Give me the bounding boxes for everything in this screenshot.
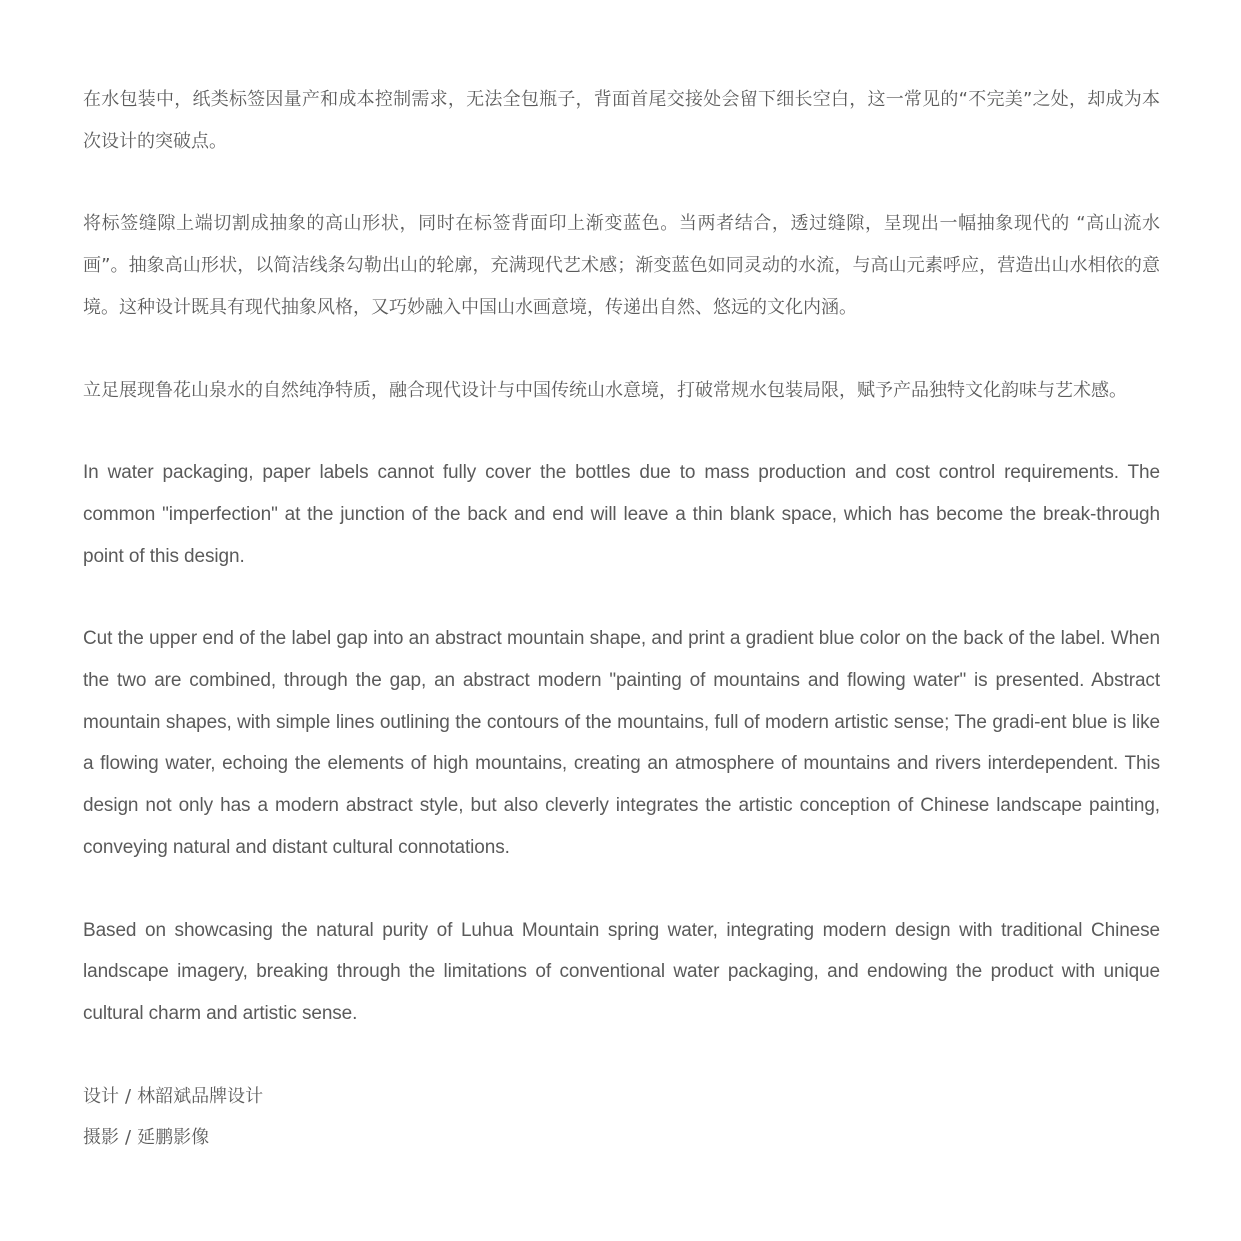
credit-design-value: 林韶斌品牌设计 <box>137 1085 264 1107</box>
credit-design <box>83 1076 1160 1117</box>
credit-photo-value: 延鹏影像 <box>137 1126 210 1148</box>
article-body <box>83 79 1160 1158</box>
paragraph-en-concept: Cut the upper end of the label gap into an abstract mountain shape, and print a gradient blue color on the back of the label. When the two are combined, through the gap, an abstract modern "painting of mountains and flowing water" is presented. Abstract mountain shapes, with simple lines outlining the contours of the mountains, full of modern artistic sense; The gradi-ent blue is like a flowing water, echoing the elements of high mountains, creating an atmosphere of mountains and rivers interdependent. This design not only has a modern abstract style, but also cleverly integrates the artistic conception of Chinese landscape painting, conveying natural and distant cultural connotations. <box>83 628 1160 858</box>
credit-design-separator: / <box>125 1085 132 1107</box>
credits <box>83 1076 1160 1158</box>
paragraph-en-intro: In water packaging, paper labels cannot fully cover the bottles due to mass production and cost control requirements. The common "imperfection" at the junction of the back and end will leave a thin blank space, which has become the break-through point of this design. <box>83 462 1160 567</box>
paragraph-zh-intro: 在水包装中，纸类标签因量产和成本控制需求，无法全包瓶子，背面首尾交接处会留下细长空白，这一常见的“不完美”之处，却成为本次设计的突破点。 <box>83 89 1160 152</box>
paragraph-zh-concept: 将标签缝隙上端切割成抽象的高山形状，同时在标签背面印上渐变蓝色。当两者结合，透过缝隙，呈现出一幅抽象现代的 “高山流水画”。抽象高山形状，以简洁线条勾勒出山的轮廓，充满现代艺术感；渐变蓝色如同灵动的水流，与高山元素呼应，营造出山水相依的意境。这种设计既具有现代抽象风格，又巧妙融入中国山水画意境，传递出自然、悠远的文化内涵。 <box>83 213 1160 318</box>
paragraph-en-summary: Based on showcasing the natural purity of Luhua Mountain spring water, integrating modern design with traditional Chinese landscape imagery, breaking through the limitations of conventional water packaging, and endowing the product with unique cultural charm and artistic sense. <box>83 919 1160 1024</box>
credit-photo-separator: / <box>125 1126 132 1148</box>
paragraph-zh-summary: 立足展现鲁花山泉水的自然纯净特质，融合现代设计与中国传统山水意境，打破常规水包装局限，赋予产品独特文化韵味与艺术感。 <box>83 379 1127 401</box>
credit-photo <box>83 1117 1160 1158</box>
credit-design-label: 设计 <box>83 1085 119 1107</box>
credit-photo-label: 摄影 <box>83 1126 119 1148</box>
